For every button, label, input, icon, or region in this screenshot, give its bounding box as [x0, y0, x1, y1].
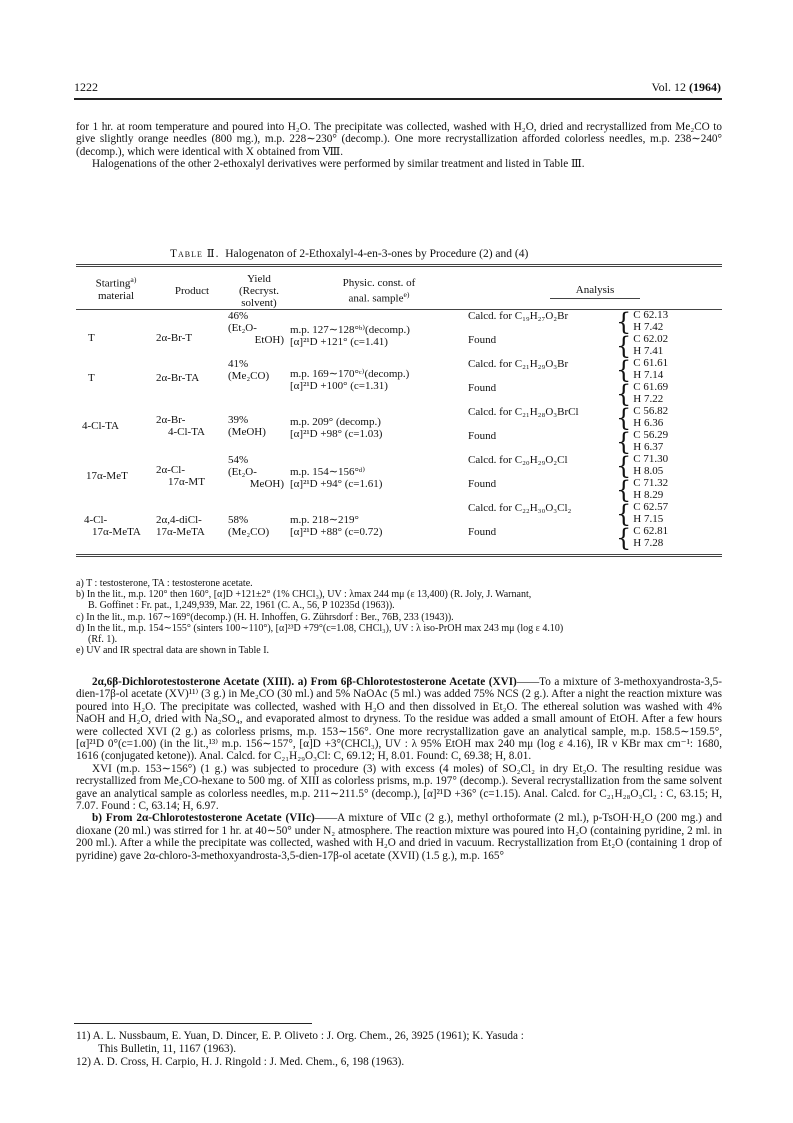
row-product: 2α-Br- [156, 414, 186, 426]
row-mp: m.p. 154∼156°ᵈ⁾ [290, 466, 366, 478]
row-found: Found [468, 430, 497, 442]
row-starting: T [88, 332, 95, 344]
intro-text [76, 121, 722, 171]
paragraph-xiii-a-text: ——To a mixture of 3-methoxyandrosta-3,5-dien-17β-ol acetate (XV)¹¹⁾ (3 g.) in Me₂CO (30 ml.) and 5% NaOAc (5 ml.) was added 75% NCS (2 g.). After a night the reaction mixture was poured into H₂O. The precipitate was collected, washed with H₂O and then dissolved in Et₂O. The ethereal solution was washed with 4% NaOH and H₂O, dried with Na₂SO₄, and evaporated almost to dryness. To the residue was added a small amount of EtOH. After a few hours were collected XVI (2 g.) as colorless prisms, m.p. 153∼156°. One more recrystallization gave an analytical sample, m.p. 158.5∼159.5°, [α]²¹D 0°(c=1.00) (in the lit.,¹³⁾ m.p. 156∼157°, [α]D +3°(CHCl₃), UV : λ 95% EtOH max 240 mμ (log ε 4.16), IR ν KBr max cm⁻¹: 1680, 1616 (conjugated ketone)). Anal. Calcd. for C₂₁H₂₉O₃Cl: C, 69.12; H, 8.01. Found: C, 69.38; H, 8.01. [76, 676, 722, 763]
row-found: Found [468, 334, 497, 346]
found-c: C 56.29 [633, 429, 669, 441]
table-row [76, 310, 722, 359]
table-title: Halogenaton of 2-Ethoxalyl-4-en-3-ones by Procedure (2) and (4) [225, 248, 529, 260]
row-product-cont: 17α-MeTA [156, 526, 205, 538]
calcd-h: H 7.14 [633, 368, 664, 381]
body-text [76, 676, 722, 862]
row-found: Found [468, 526, 497, 538]
footnote-b: b) In the lit., m.p. 120° then 160°, [α]D +121±2° (1% CHCl₃), UV : λmax 244 mμ (ε 13,400) (R. Joly, J. Warnant, [76, 589, 532, 601]
footnote-b-cont: B. Goffinet : Fr. pat., 1,249,939, Mar. 22, 1961 (C. A., 56, P 10235d (1963)). [88, 600, 395, 612]
row-calcd: Calcd. for C₂₂H₃₀O₃Cl₂ [468, 502, 572, 514]
row-solvent: (MeOH) [228, 426, 266, 438]
header-rule [74, 98, 722, 100]
footnote-a: a) T : testosterone, TA : testosterone acetate. [76, 578, 253, 589]
footnote-d: d) In the lit., m.p. 154∼155° (sinters 100∼110°), [α]²³D +79°(c=1.08, CHCl₃), UV : λ iso-PrOH max 243 mμ (log ε 4.10) [76, 622, 564, 634]
row-solvent: (Et₂O- [228, 322, 257, 334]
table-footnotes [76, 578, 716, 656]
table-header-row [76, 273, 722, 310]
row-rotation: [α]²¹D +100° (c=1.31) [290, 380, 388, 392]
paragraph-xvi: XVI (m.p. 153∼156°) (1 g.) was subjected to procedure (3) with excess (4 moles) of SO₂Cl₂ in dry Et₂O. The resulting residue was recrystallized from Me₂CO-hexane to 500 mg. of XIII as colorless prisms, m.p. 197° (decomp.). Several recrystallization from the same solvent gave an analytical sample as colorless needles, m.p. 211∼211.5° (decomp.), [α]²¹D +36° (c=1.15). Anal. Calcd. for C₂₁H₂₈O₃Cl₂ : C, 63.15; H, 7.07. Found : C, 63.14; H, 6.97. [76, 762, 722, 813]
row-found: Found [468, 478, 497, 490]
row-solvent-cont: EtOH) [254, 334, 284, 346]
paragraph-xiii-a [76, 676, 722, 763]
row-starting: 4-Cl-TA [82, 420, 120, 432]
header-product: Product [156, 273, 228, 310]
row-starting: T [88, 372, 95, 384]
header-material: material [97, 289, 135, 302]
table-row [76, 406, 722, 454]
brace-icon: { [616, 428, 632, 456]
footnote-c: c) In the lit., m.p. 167∼169°(decomp.) (H. H. Inhoffen, G. Zührsdorf : Ber., 76B, 233 (1943)). [76, 611, 454, 623]
calcd-c: C 61.61 [633, 357, 669, 369]
references-rule [74, 1023, 312, 1024]
row-solvent: (Et₂O- [228, 466, 257, 478]
found-c: C 71.32 [633, 477, 669, 489]
row-analysis-values [610, 310, 722, 334]
row-solvent: (Me₂CO) [228, 526, 270, 538]
found-h: H 6.37 [633, 440, 664, 453]
calcd-c: C 56.82 [633, 405, 669, 417]
footnote-d-cont: (Rf. 1). [88, 634, 118, 646]
header-yield: Yield [247, 273, 271, 285]
table-row [76, 454, 722, 502]
brace-icon: { [616, 356, 632, 384]
row-yield: 46% [228, 310, 249, 322]
reference-11: 11) A. L. Nussbaum, E. Yuan, D. Dincer, E. P. Oliveto : J. Org. Chem., 26, 3925 (1961); K. Yasuda : [76, 1030, 524, 1042]
calcd-c: C 62.57 [633, 501, 669, 513]
header-recryst: (Recryst. [238, 285, 279, 297]
row-found: Found [468, 382, 497, 394]
row-starting: 4-Cl- [84, 514, 108, 526]
header-starting-note: a) [130, 275, 137, 285]
row-mp: m.p. 169∼170°ᶜ⁾(decomp.) [290, 368, 410, 380]
row-product: 2α-Br-T [156, 332, 193, 344]
calcd-c: C 71.30 [633, 453, 669, 465]
header-solvent: solvent) [241, 297, 277, 309]
header-physic: Physic. const. of [342, 277, 416, 290]
paragraph-xiii-b [76, 812, 722, 862]
calcd-h: H 6.36 [633, 416, 664, 429]
row-product-cont: 17α-MT [168, 476, 205, 488]
found-h: H 7.22 [633, 392, 664, 405]
row-product: 2α-Cl- [156, 464, 185, 476]
found-h: H 7.28 [633, 536, 664, 549]
row-rotation: [α]²¹D +88° (c=0.72) [290, 526, 383, 538]
intro-paragraph-2: Halogenations of the other 2-ethoxalyl derivatives were performed by similar treatment and listed in Table Ⅲ. [92, 158, 585, 171]
page-number: 1222 [74, 80, 98, 94]
analysis-underline [550, 298, 640, 299]
reference-12: 12) A. D. Cross, H. Carpio, H. J. Ringold : J. Med. Chem., 6, 198 (1963). [76, 1056, 405, 1068]
found-c: C 62.02 [633, 333, 669, 345]
table-label: Table Ⅱ. [170, 248, 220, 260]
row-calcd: Calcd. for C₂₁H₂₉O₃Br [468, 358, 569, 370]
brace-icon: { [616, 452, 632, 480]
found-h: H 7.41 [633, 344, 664, 357]
row-mp: m.p. 209° (decomp.) [290, 416, 381, 428]
brace-icon: { [616, 308, 632, 336]
row-rotation: [α]²¹D +94° (c=1.61) [290, 478, 383, 490]
header-starting: Starting [95, 277, 131, 290]
row-calcd: Calcd. for C₂₀H₂₉O₂Cl [468, 454, 568, 466]
row-yield: 39% [228, 414, 249, 426]
row-starting-cont: 17α-MeTA [92, 526, 141, 538]
calcd-h: H 7.42 [633, 320, 664, 333]
calcd-h: H 8.05 [633, 464, 664, 477]
halogenation-table [76, 264, 722, 557]
row-starting: 17α-MeT [86, 470, 128, 482]
row-yield: 54% [228, 454, 249, 466]
found-c: C 62.81 [633, 525, 669, 537]
row-solvent-cont: MeOH) [249, 478, 284, 490]
brace-icon: { [616, 500, 632, 528]
paragraph-xiii-a-title: 2α,6β-Dichlorotestosterone Acetate (XIII). a) From 6β-Chlorotestosterone Acetate (XVI) [92, 676, 517, 688]
found-h: H 8.29 [633, 488, 664, 501]
row-mp: m.p. 127∼128°ᵇ⁾(decomp.) [290, 324, 410, 336]
volume-label: Vol. 12 [651, 80, 686, 94]
brace-icon: { [616, 476, 632, 504]
row-product-cont: 4-Cl-TA [168, 426, 206, 438]
row-yield: 41% [228, 358, 249, 370]
header-anal-sample: anal. sample [348, 292, 404, 305]
journal-volume [652, 80, 721, 95]
row-product: 2α,4-diCl- [156, 514, 202, 526]
row-rotation: [α]²¹D +98° (c=1.03) [290, 428, 383, 440]
header-analysis: Analysis [575, 283, 615, 296]
table-caption [170, 246, 528, 260]
table-row [76, 502, 722, 556]
references [76, 1030, 722, 1069]
row-calcd: Calcd. for C₂₁H₂₈O₃BrCl [468, 406, 579, 418]
header-physic-note: e) [403, 290, 410, 300]
table-row [76, 358, 722, 406]
brace-icon: { [616, 332, 632, 360]
row-mp: m.p. 218∼219° [290, 514, 359, 526]
brace-icon: { [616, 524, 632, 552]
intro-paragraph-1: for 1 hr. at room temperature and poured into H₂O. The precipitate was collected, washed with H₂O, dried and recrystallized from Me₂CO to give slightly orange needles (800 mg.), m.p. 228∼230° (decomp.). One more recrystallization afforded colorless needles, m.p. 238∼240°(decomp.), which were identical with X obtained from Ⅷ. [76, 121, 722, 158]
found-c: C 61.69 [633, 381, 669, 393]
row-product: 2α-Br-TA [156, 372, 200, 384]
calcd-c: C 62.13 [633, 309, 669, 321]
reference-11-cont: This Bulletin, 11, 1167 (1963). [98, 1043, 237, 1055]
paragraph-xiii-b-title: b) From 2α-Chlorotestosterone Acetate (VIIc) [92, 812, 315, 825]
brace-icon: { [616, 404, 632, 432]
row-rotation: [α]²¹D +121° (c=1.41) [290, 336, 388, 348]
paragraph-xiii-b-text: ——A mixture of Ⅶc (2 g.), methyl orthoformate (2 ml.), p-TsOH·H₂O (200 mg.) and dioxane (20 ml.) was stirred for 1 hr. at 40∼50° under N₂ atmosphere. The reaction mixture was poured into H₂O (containing pyridine, 2 ml. in 200 ml.). After a while the precipitate was collected, washed with H₂O and dried in vacuum. Recrystallization from Et₂O (containing 1 drop of pyridine) gave 2α-chloro-3-methoxyandrosta-3,5-dien-17β-ol acetate (XVII) (1.5 g.), m.p. 165° [76, 812, 722, 862]
row-solvent: (Me₂CO) [228, 370, 270, 382]
footnote-e: e) UV and IR spectral data are shown in Table I. [76, 645, 270, 657]
year-label: (1964) [689, 80, 721, 94]
row-calcd: Calcd. for C₁₉H₂₇O₂Br [468, 310, 569, 322]
row-yield: 58% [228, 514, 249, 526]
brace-icon: { [616, 380, 632, 408]
calcd-h: H 7.15 [633, 512, 664, 525]
